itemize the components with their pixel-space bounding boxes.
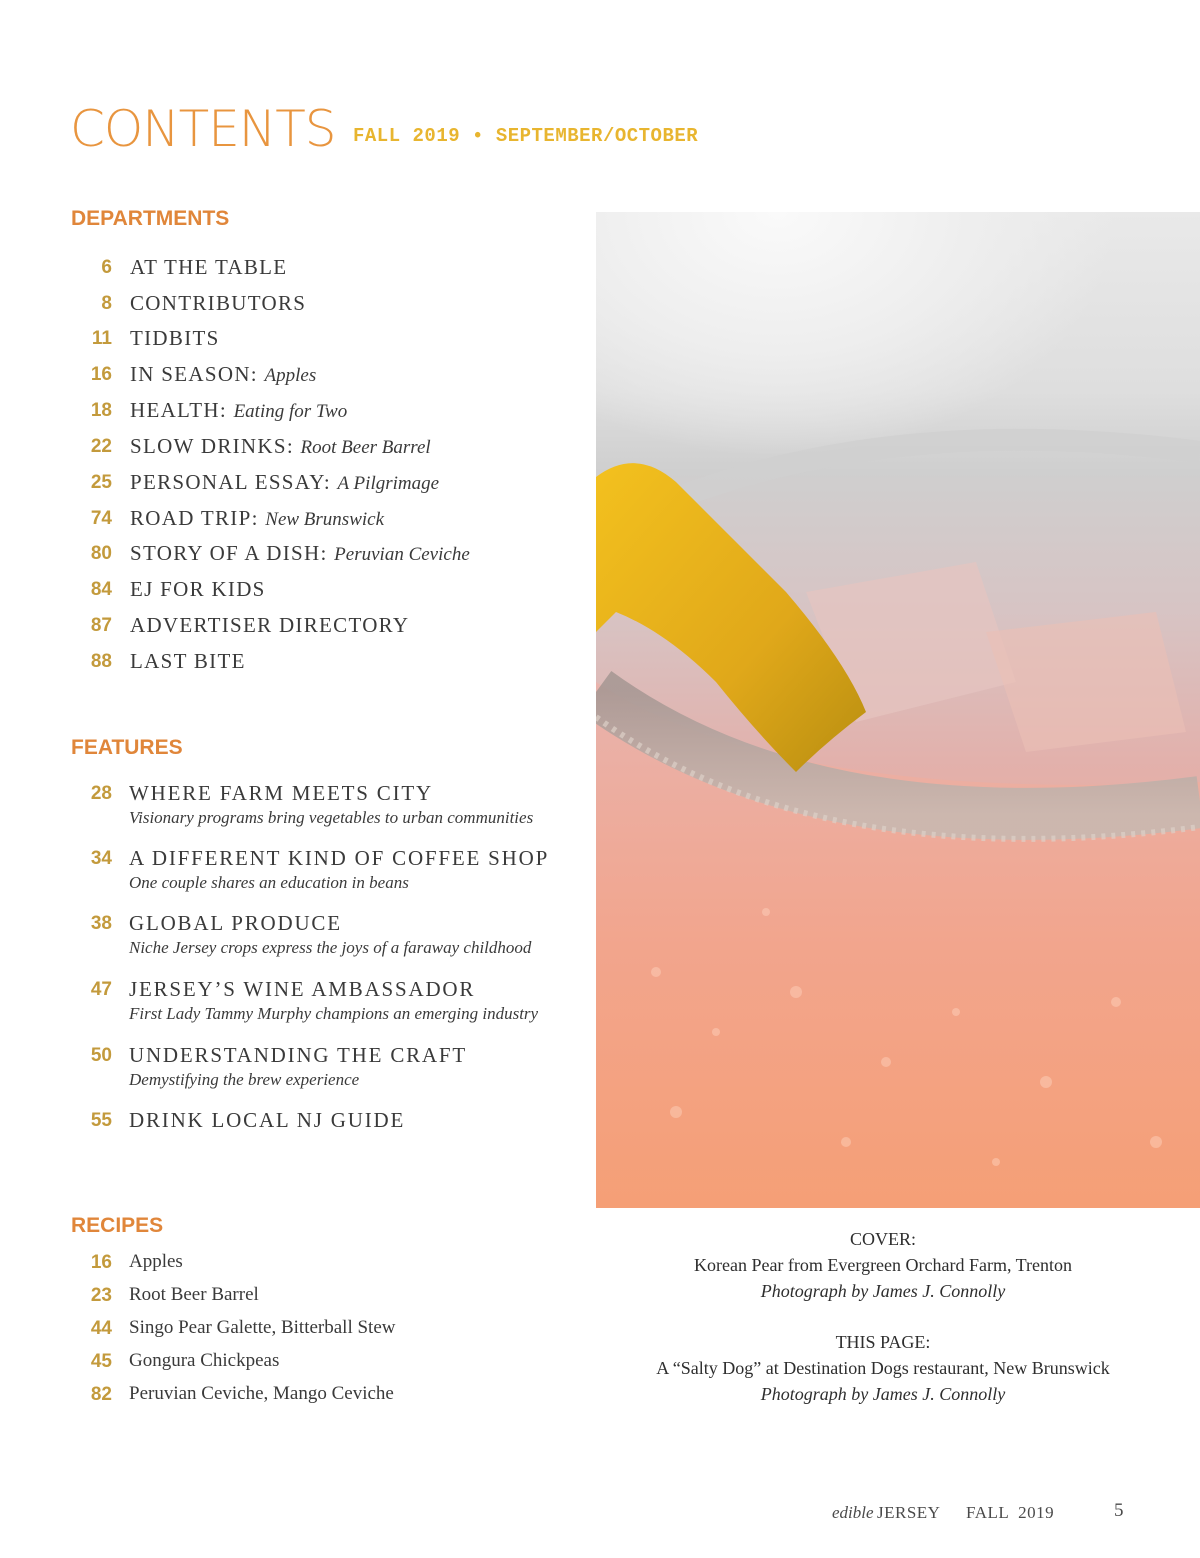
page-number: 6 (101, 257, 112, 278)
feature-subtitle: Visionary programs bring vegetables to urban communities (129, 808, 534, 827)
cover-caption-text: Korean Pear from Evergreen Orchard Farm, Trenton (693, 1255, 1073, 1275)
page-number: 25 (90, 472, 112, 493)
page-number: 16 (90, 364, 112, 385)
page-number: 50 (90, 1045, 112, 1066)
recipe-title: Root Beer Barrel (129, 1284, 259, 1305)
recipe-title: Apples (129, 1251, 183, 1272)
feature-title: A DIFFERENT KIND OF COFFEE SHOP (129, 846, 550, 870)
issue-subtitle: FALL 2019 • SEPTEMBER/OCTOBER (353, 125, 699, 147)
department-title (130, 613, 409, 638)
page-number: 5 (1114, 1500, 1124, 1521)
department-title-text: PERSONAL ESSAY: (130, 470, 331, 494)
department-title-text: CONTRIBUTORS (130, 291, 307, 315)
department-title-text: AT THE TABLE (130, 255, 288, 279)
feature-title: JERSEY’S WINE AMBASSADOR (129, 977, 476, 1001)
department-title-text: TIDBITS (130, 326, 220, 350)
this-page-caption-label: THIS PAGE: (835, 1332, 931, 1352)
recipe-title: Peruvian Ceviche, Mango Ceviche (129, 1383, 394, 1404)
recipe-title: Singo Pear Galette, Bitterball Stew (129, 1317, 396, 1338)
feature-subtitle: One couple shares an education in beans (129, 873, 409, 892)
department-title (130, 470, 439, 495)
feature-subtitle: First Lady Tammy Murphy champions an emerging industry (129, 1004, 539, 1023)
department-subtitle: A Pilgrimage (337, 473, 440, 494)
department-title-text: EJ FOR KIDS (130, 577, 266, 601)
page-number: 84 (90, 579, 112, 600)
feature-subtitle: Niche Jersey crops express the joys of a faraway childhood (129, 938, 532, 957)
department-title (130, 577, 266, 602)
department-subtitle: Root Beer Barrel (300, 437, 431, 458)
feature-title: GLOBAL PRODUCE (129, 911, 342, 935)
page-number: 16 (90, 1252, 112, 1273)
page-number: 18 (90, 400, 112, 421)
department-subtitle: Peruvian Ceviche (334, 544, 470, 565)
section-heading-departments: DEPARTMENTS (71, 207, 230, 230)
department-title (130, 362, 316, 387)
department-title (130, 434, 431, 459)
page-number: 28 (90, 783, 112, 804)
page-number: 45 (90, 1351, 112, 1372)
department-title (130, 326, 220, 351)
page-number: 55 (90, 1110, 112, 1131)
section-heading-features: FEATURES (71, 736, 183, 759)
feature-title: UNDERSTANDING THE CRAFT (129, 1043, 468, 1067)
department-subtitle: New Brunswick (265, 509, 385, 530)
page-number: 44 (90, 1318, 112, 1339)
footer-brand: JERSEY (877, 1503, 941, 1522)
department-title (130, 255, 287, 280)
department-title-text: ADVERTISER DIRECTORY (130, 613, 410, 637)
department-title-text: IN SEASON: (130, 362, 258, 386)
department-subtitle: Eating for Two (233, 401, 348, 422)
page-number: 82 (90, 1384, 112, 1405)
department-title (130, 541, 470, 566)
feature-subtitle: Demystifying the brew experience (129, 1070, 360, 1089)
footer-issue: FALL 2019 (966, 1503, 1055, 1522)
feature-title: WHERE FARM MEETS CITY (129, 781, 433, 805)
salty-dog-cocktail-illustration (596, 212, 1200, 1208)
page-number: 47 (90, 979, 112, 1000)
department-title-text: LAST BITE (130, 649, 246, 673)
this-page-photo-credit: Photograph by James J. Connolly (760, 1384, 1006, 1404)
department-title (130, 649, 246, 674)
department-title (130, 398, 347, 423)
cover-photo-credit: Photograph by James J. Connolly (760, 1281, 1006, 1301)
cover-caption-label: COVER: (849, 1229, 916, 1249)
page-number: 80 (90, 543, 112, 564)
page-number: 74 (90, 508, 112, 529)
this-page-caption-text: A “Salty Dog” at Destination Dogs restaurant, New Brunswick (656, 1358, 1110, 1378)
section-heading-recipes: RECIPES (71, 1214, 164, 1237)
department-title-text: STORY OF A DISH: (130, 541, 328, 565)
footer-brand-italic: edible (832, 1503, 874, 1522)
recipe-title: Gongura Chickpeas (129, 1350, 280, 1371)
department-title-text: HEALTH: (130, 398, 227, 422)
page-number: 8 (101, 293, 112, 314)
department-title (130, 506, 384, 531)
page-number: 23 (90, 1285, 112, 1306)
page-number: 88 (90, 651, 112, 672)
department-subtitle: Apples (264, 365, 317, 386)
feature-title: DRINK LOCAL NJ GUIDE (129, 1108, 406, 1132)
department-title-text: SLOW DRINKS: (130, 434, 294, 458)
page-number: 34 (90, 848, 112, 869)
department-title (130, 291, 306, 316)
department-title-text: ROAD TRIP: (130, 506, 259, 530)
page-title: CONTENTS (70, 100, 336, 158)
page-number: 87 (90, 615, 112, 636)
page-number: 38 (90, 913, 112, 934)
cocktail-photo (596, 212, 1200, 1208)
page-number: 11 (91, 328, 112, 349)
page-number: 22 (90, 436, 112, 457)
